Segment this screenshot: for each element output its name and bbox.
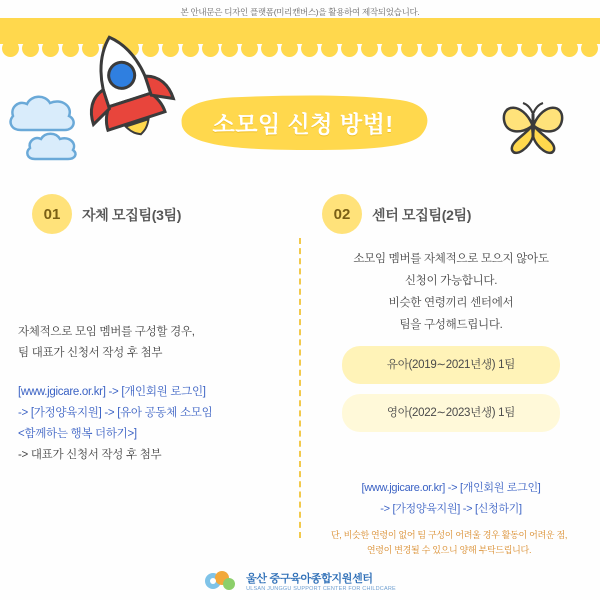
section-2-note [300,528,598,558]
note-line: 연령이 변경될 수 있으니 양해 부탁드립니다. [366,545,532,555]
column-divider [299,238,301,538]
path-line: -> [가정양육지원] -> [유아 공동체 소모임 [18,407,213,419]
section-1-path [18,382,290,466]
path-line: <함께하는 행복 더하기>] [18,428,137,440]
path-line: -> [가정양육지원] -> [신청하기] [380,503,522,515]
text-line: 소모임 멤버를 자체적으로 모으지 않아도 [353,253,549,265]
text-line: 신청이 가능합니다. [404,275,498,287]
footer-text [246,570,396,592]
page-title-text: 소모임 신청 방법! [212,111,394,137]
page-title [172,92,434,154]
text-line: 팀 대표가 신청서 작성 후 첨부 [18,347,163,359]
section-1-number: 01 [32,194,72,234]
text-line: 팀을 구성해드립니다. [399,319,503,331]
top-notice: 본 안내문은 디자인 플랫폼(미리캔버스)을 활용하여 제작되었습니다. [180,7,420,17]
section-2-path [306,478,596,520]
group-pill-infant: 영아(2022∼2023년생) 1팀 [342,394,560,432]
footer [0,568,600,594]
footer-center-name-en: ULSAN JUNGGU SUPPORT CENTER FOR CHILDCARE [246,586,396,592]
text-line: 비슷한 연령끼리 센터에서 [388,297,514,309]
section-1-paragraphs [18,322,290,364]
section-2-number: 02 [322,194,362,234]
path-line[interactable]: [www.jgicare.or.kr] -> [개인회원 로그인] [18,386,206,398]
section-1-heading: 자체 모집팀(3팀) [82,207,182,223]
path-line: -> 대표가 신청서 작성 후 첨부 [18,449,162,461]
section-2-body [312,248,590,432]
footer-center-name: 울산 중구육아종합지원센터 [246,573,373,585]
group-pill-toddler: 유아(2019∼2021년생) 1팀 [342,346,560,384]
note-line: 단, 비슷한 연령이 없어 팀 구성이 어려울 경우 활동이 어려운 점, [330,530,568,540]
cloud-icon [22,130,80,164]
text-line: 자체적으로 모임 멤버를 구성할 경우, [18,326,195,338]
path-line[interactable]: [www.jgicare.or.kr] -> [개인회원 로그인] [361,482,541,494]
section-1-body [18,322,290,484]
section-2-heading: 센터 모집팀(2팀) [372,207,472,223]
center-logo-icon [204,568,238,594]
butterfly-icon [498,92,568,158]
